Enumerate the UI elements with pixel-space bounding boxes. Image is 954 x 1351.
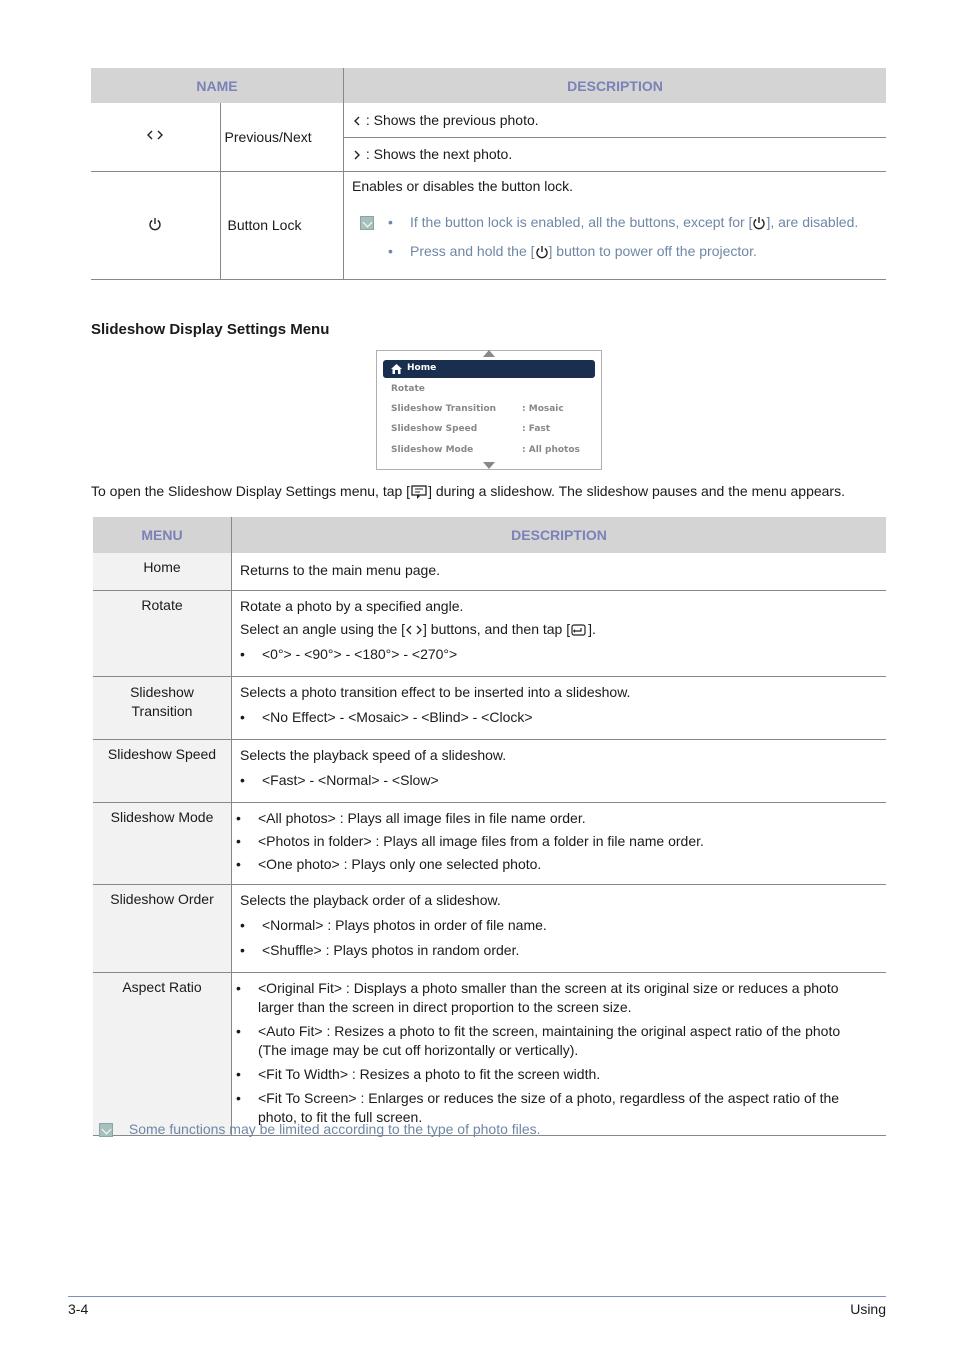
home-icon: [391, 364, 402, 374]
controls-table: [91, 68, 886, 280]
name-header: NAME: [91, 68, 344, 103]
button-lock-desc: [344, 171, 887, 279]
footer-section: Using: [850, 1301, 886, 1317]
order-bullet-1: • <Normal> : Plays photos in order of file name.: [240, 916, 878, 935]
menu-transition: Slideshow Transition: [93, 677, 232, 740]
chevron-right-icon: [352, 149, 362, 161]
transition-bullet: • <No Effect> - <Mosaic> - <Blind> - <Clock>: [240, 708, 878, 727]
desc-mode: [232, 803, 887, 885]
power-icon: [752, 216, 766, 230]
note-icon: [360, 216, 374, 230]
desc-aspect: [232, 973, 887, 1136]
scroll-up-arrow-icon: [483, 350, 495, 357]
power-icon: [148, 217, 162, 231]
note-bullet-1: • If the button lock is enabled, all the buttons, except for [ ], are disabled.: [388, 213, 859, 230]
menu-mode-value: : All photos: [522, 445, 580, 455]
note-bullet-2: • Press and hold the [ ] button to power off the projector.: [388, 242, 757, 259]
desc-speed: Selects the playback speed of a slideshow. • <Fast> - <Normal> - <Slow>: [232, 740, 887, 803]
rotate-bullet: • <0°> - <90°> - <180°> - <270°>: [240, 645, 878, 664]
order-bullet-2: • <Shuffle> : Plays photos in random order.: [240, 941, 878, 960]
mode-bullet-1: • <All photos> : Plays all image files in file name order.: [236, 809, 878, 828]
speed-bullet: • <Fast> - <Normal> - <Slow>: [240, 771, 878, 790]
menu-transition-label: Slideshow Transition: [391, 404, 497, 414]
aspect-bullet-1: • <Original Fit> : Displays a photo smaller than the screen at its original size or reduces a photo larger than the screen in direct proportion to the screen size.: [236, 979, 862, 1017]
slideshow-menu-icon: [410, 484, 428, 500]
prev-next-icon: [145, 128, 165, 142]
button-lock-note: [352, 214, 878, 260]
footnote: Some functions may be limited according to the type of photo files.: [99, 1121, 541, 1137]
button-lock-desc-text: Enables or disables the button lock.: [352, 177, 574, 194]
note-icon: [99, 1123, 113, 1137]
menu-order: Slideshow Order: [93, 885, 232, 973]
prev-next-icon-cell: [91, 103, 220, 171]
previous-desc: [344, 103, 887, 137]
footer-rule: [68, 1296, 886, 1297]
previous-desc-text: : Shows the previous photo.: [365, 111, 539, 128]
aspect-bullet-2: • <Auto Fit> : Resizes a photo to fit the screen, maintaining the original aspect ratio of the photo (The image may be cut off horizontally or vertically).: [236, 1022, 862, 1060]
section-title: Slideshow Display Settings Menu: [91, 321, 330, 338]
desc-transition: Selects a photo transition effect to be inserted into a slideshow. • <No Effect> - <Mosaic> - <Blind> - <Clock>: [232, 677, 887, 740]
menu-home: Home: [93, 553, 232, 591]
intro-paragraph: To open the Slideshow Display Settings menu, tap [ ] during a slideshow. The slideshow pauses and the menu appears.: [91, 483, 845, 499]
scroll-down-arrow-icon: [483, 462, 495, 469]
menu-header: MENU: [93, 517, 232, 553]
desc-home: Returns to the main menu page.: [232, 553, 887, 591]
menu-rotate: Rotate: [93, 591, 232, 677]
power-icon: [535, 245, 549, 259]
next-desc: [344, 137, 887, 171]
menu-speed-label: Slideshow Speed: [391, 424, 478, 434]
aspect-bullet-4: • <Fit To Screen> : Enlarges or reduces the size of a photo, regardless of the aspect ratio of the photo, to fit the full screen.: [236, 1089, 862, 1127]
menu-home-item: Home: [383, 360, 595, 378]
slideshow-settings-menu-image: [376, 350, 602, 470]
prev-next-icon: [405, 624, 423, 636]
menu-mode: Slideshow Mode: [93, 803, 232, 885]
enter-icon: [570, 623, 588, 637]
aspect-bullet-3: • <Fit To Width> : Resizes a photo to fit the screen width.: [236, 1065, 862, 1084]
menu-rotate-item: Rotate: [391, 384, 425, 394]
desc-rotate: Rotate a photo by a specified angle. Select an angle using the [ ] buttons, and then tap [ ]. • <0°> - <90°> - <180°> - <270°>: [232, 591, 887, 677]
menu-aspect: Aspect Ratio: [93, 973, 232, 1136]
mode-bullet-2: • <Photos in folder> : Plays all image files from a folder in file name order.: [236, 832, 878, 851]
menu-transition-value: : Mosaic: [522, 404, 564, 414]
menu-speed-value: : Fast: [522, 424, 551, 434]
rotate-select-text: Select an angle using the [ ] buttons, and then tap [ ].: [240, 621, 596, 637]
page-number: 3-4: [68, 1301, 89, 1317]
menu-mode-label: Slideshow Mode: [391, 445, 474, 455]
desc-order: Selects the playback order of a slideshow. • <Normal> : Plays photos in order of file name. • <Shuffle> : Plays photos in random order.: [232, 885, 887, 973]
button-lock-label: Button Lock: [220, 171, 343, 279]
description-header: DESCRIPTION: [344, 68, 887, 103]
mode-bullet-3: • <One photo> : Plays only one selected photo.: [236, 855, 878, 874]
description-header: DESCRIPTION: [232, 517, 887, 553]
menu-speed: Slideshow Speed: [93, 740, 232, 803]
settings-table: [93, 517, 886, 1136]
previous-next-label: Previous/Next: [220, 103, 343, 171]
power-icon-cell: [91, 171, 220, 279]
next-desc-text: : Shows the next photo.: [365, 146, 513, 162]
chevron-left-icon: [352, 115, 362, 127]
